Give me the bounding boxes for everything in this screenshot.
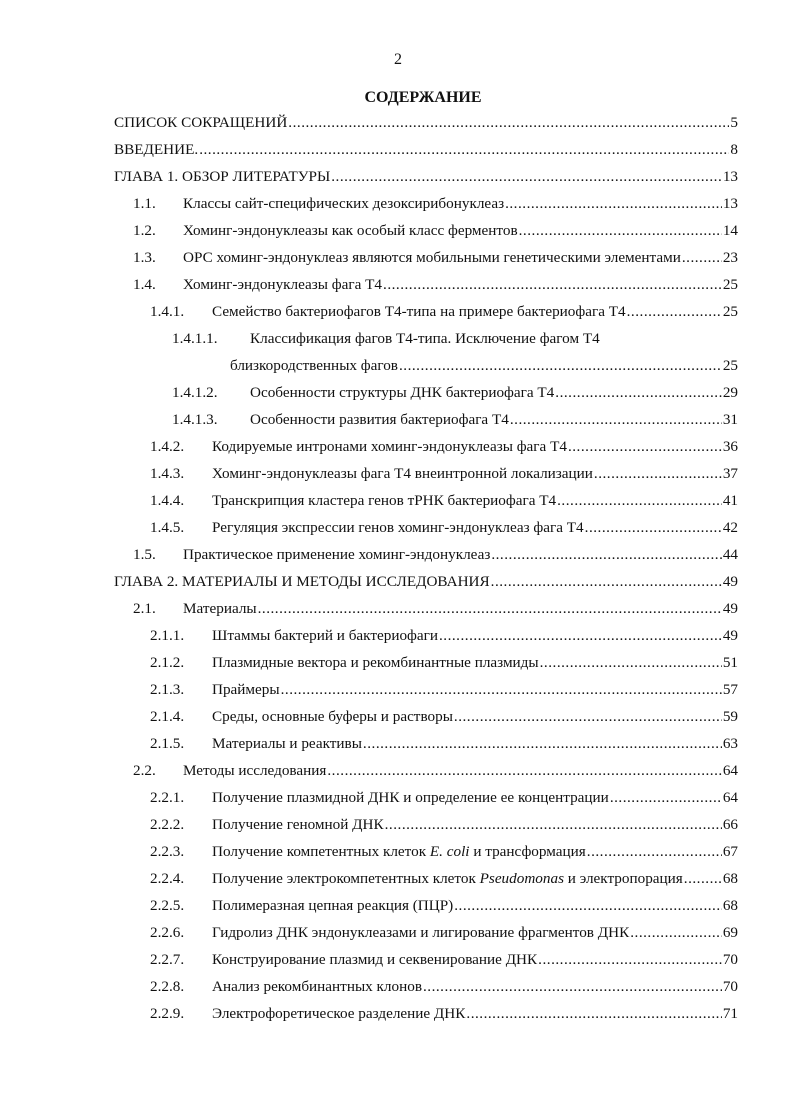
toc-entry-number: 1.4.1.1. [172, 330, 218, 347]
toc-leader-dots [288, 114, 729, 132]
toc-page-number: 25 [722, 303, 738, 320]
toc-leader-dots [385, 816, 722, 834]
toc-leader-dots [557, 492, 722, 510]
toc-page-number: 64 [722, 789, 738, 806]
page-number: 2 [394, 51, 402, 68]
toc-entry [150, 519, 738, 543]
toc-entry-number: 1.1. [133, 195, 156, 212]
toc-leader-dots [363, 735, 722, 753]
toc-entry [133, 222, 738, 246]
toc-entry-number: 2.1.3. [150, 681, 185, 698]
toc-page-number: 68 [722, 870, 738, 887]
toc-entry-title: Получение компетентных клеток E. coli и трансформация [212, 843, 586, 860]
toc-entry-title: Регуляция экспрессии генов хоминг-эндонуклеаз фага Т4 [212, 519, 584, 536]
toc-leader-dots [454, 897, 722, 915]
toc-page-number: 49 [722, 627, 738, 644]
toc-entry-number: 1.4.4. [150, 492, 185, 509]
toc-page-number: 59 [722, 708, 738, 725]
toc-entry [133, 195, 738, 219]
toc-entry-title: близкородственных фагов [230, 357, 398, 374]
toc-entry [150, 951, 738, 975]
toc-entry-title: ОРС хоминг-эндонуклеаз являются мобильными генетическими элементами [183, 249, 681, 266]
toc-entry-title: СПИСОК СОКРАЩЕНИЙ [114, 114, 288, 131]
toc-entry-title: Получение геномной ДНК [212, 816, 384, 833]
toc-entry-number: 2.1.4. [150, 708, 185, 725]
toc-entry-title: Получение плазмидной ДНК и определение ее концентрации [212, 789, 609, 806]
toc-entry-number: 2.2.5. [150, 897, 185, 914]
toc-entry-title: Получение электрокомпетентных клеток Pseudomonas и электропорация [212, 870, 683, 887]
toc-entry-continuation [230, 357, 738, 381]
toc-entry-number: 2.1.2. [150, 654, 185, 671]
toc-leader-dots [594, 465, 722, 483]
toc-entry [150, 654, 738, 678]
toc-entry-number: 1.3. [133, 249, 156, 266]
toc-leader-dots [327, 762, 721, 780]
toc-entry-title: Полимеразная цепная реакция (ПЦР) [212, 897, 454, 914]
toc-entry [133, 762, 738, 786]
toc-entry-title: Гидролиз ДНК эндонуклеазами и лигирование фрагментов ДНК [212, 924, 630, 941]
toc-leader-dots [510, 411, 722, 429]
toc-leader-dots [454, 708, 722, 726]
toc-entry-title: Семейство бактериофагов Т4-типа на примере бактериофага Т4 [212, 303, 626, 320]
toc-entry-number: 2.1. [133, 600, 156, 617]
toc-entry-title: ВВЕДЕНИЕ. [114, 141, 199, 158]
toc-page-number: 37 [722, 465, 738, 482]
toc-entry-title: Среды, основные буферы и растворы [212, 708, 453, 725]
toc-page-number: 57 [722, 681, 738, 698]
toc-entry-number: 2.2.2. [150, 816, 185, 833]
toc-entry [150, 681, 738, 705]
toc-leader-dots [568, 438, 722, 456]
toc-entry [150, 708, 738, 732]
toc-entry [150, 492, 738, 516]
toc-page-number: 69 [722, 924, 738, 941]
toc-leader-dots [383, 276, 722, 294]
toc-leader-dots [491, 573, 722, 591]
toc-entry-number: 2.2.3. [150, 843, 185, 860]
toc-entry-title: ГЛАВА 1. ОБЗОР ЛИТЕРАТУРЫ [114, 168, 331, 185]
toc-page-number: 70 [722, 978, 738, 995]
toc-entry-title: Кодируемые интронами хоминг-эндонуклеазы фага Т4 [212, 438, 567, 455]
toc-page-number: 71 [722, 1005, 738, 1022]
toc-entry [150, 870, 738, 894]
toc-entry-number: 2.2.6. [150, 924, 185, 941]
toc-page-number: 49 [722, 573, 738, 590]
toc-entry [150, 789, 738, 813]
toc-page-number: 29 [722, 384, 738, 401]
toc-leader-dots [491, 546, 721, 564]
toc-leader-dots [540, 654, 722, 672]
toc-page-number: 8 [730, 141, 738, 158]
toc-entry-title: Материалы и реактивы [212, 735, 362, 752]
toc-entry-title: Транскрипция кластера генов тРНК бактериофага Т4 [212, 492, 557, 509]
toc-page-number: 41 [722, 492, 738, 509]
toc-leader-dots [439, 627, 722, 645]
toc-page-number: 25 [722, 357, 738, 374]
toc-entry [150, 465, 738, 489]
toc-entry-title: Штаммы бактерий и бактериофаги [212, 627, 438, 644]
toc-entry-number: 1.5. [133, 546, 156, 563]
toc-entry [172, 330, 738, 354]
toc-entry [150, 897, 738, 921]
toc-entry [133, 249, 738, 273]
toc-leader-dots [682, 249, 722, 267]
toc-leader-dots [585, 519, 722, 537]
toc-entry-number: 1.4.3. [150, 465, 185, 482]
toc-entry [150, 627, 738, 651]
toc-entry [150, 843, 738, 867]
toc-page-number: 66 [722, 816, 738, 833]
toc-page-number: 23 [722, 249, 738, 266]
toc-entry [133, 600, 738, 624]
toc-entry [114, 141, 738, 165]
toc-entry-number: 1.4.5. [150, 519, 185, 536]
toc-page-number: 36 [722, 438, 738, 455]
toc-entry-number: 2.1.1. [150, 627, 185, 644]
toc-leader-dots [538, 951, 722, 969]
toc-entry [114, 573, 738, 597]
toc-entry-number: 2.2.7. [150, 951, 185, 968]
toc-page-number: 42 [722, 519, 738, 536]
toc-entry-title: Электрофоретическое разделение ДНК [212, 1005, 466, 1022]
toc-entry [133, 546, 738, 570]
toc-leader-dots [423, 978, 722, 996]
toc-entry-number: 1.4.2. [150, 438, 185, 455]
toc-page-number: 64 [722, 762, 738, 779]
toc-entry [150, 816, 738, 840]
toc-entry [114, 168, 738, 192]
toc-entry-title: Плазмидные вектора и рекомбинантные плазмиды [212, 654, 539, 671]
toc-leader-dots [555, 384, 722, 402]
toc-page-number: 49 [722, 600, 738, 617]
toc-page-number: 25 [722, 276, 738, 293]
toc-entry [150, 438, 738, 462]
toc-entry-title: Анализ рекомбинантных клонов [212, 978, 422, 995]
toc-entry-number: 2.2.1. [150, 789, 185, 806]
toc-entry-title: ГЛАВА 2. МАТЕРИАЛЫ И МЕТОДЫ ИССЛЕДОВАНИЯ [114, 573, 490, 590]
toc-leader-dots [587, 843, 722, 861]
toc-entry-number: 1.4.1.3. [172, 411, 218, 428]
toc-entry [150, 303, 738, 327]
toc-leader-dots [399, 357, 722, 375]
toc-entry [150, 1005, 738, 1029]
toc-entry [172, 384, 738, 408]
toc-leader-dots [258, 600, 722, 618]
toc-entry-title: Хоминг-эндонуклеазы фага Т4 внеинтронной локализации [212, 465, 593, 482]
toc-entry-title: Практическое применение хоминг-эндонуклеаз [183, 546, 491, 563]
toc-entry-number: 1.4.1. [150, 303, 185, 320]
toc-entry-number: 2.1.5. [150, 735, 185, 752]
toc-entry-title: Классы сайт-специфических дезоксирибонуклеаз [183, 195, 505, 212]
toc-entry [150, 924, 738, 948]
toc-entry-title: Хоминг-эндонуклеазы как особый класс ферментов [183, 222, 518, 239]
toc-leader-dots [684, 870, 722, 888]
toc-entry-number: 2.2.4. [150, 870, 185, 887]
toc-leader-dots [466, 1005, 721, 1023]
toc-entry-number: 1.4.1.2. [172, 384, 218, 401]
toc-entry-title: Материалы [183, 600, 257, 617]
toc-entry-number: 2.2.9. [150, 1005, 185, 1022]
toc-entry [172, 411, 738, 435]
toc-page-number: 63 [722, 735, 738, 752]
toc-page-number: 14 [722, 222, 738, 239]
toc-leader-dots [630, 924, 722, 942]
toc-leader-dots [199, 141, 729, 159]
toc-entry-number: 2.2.8. [150, 978, 185, 995]
toc-entry-title: Методы исследования [183, 762, 327, 779]
toc-entry-title: Праймеры [212, 681, 280, 698]
toc-entry-number: 2.2. [133, 762, 156, 779]
toc-heading: СОДЕРЖАНИЕ [364, 89, 482, 106]
toc-entry-number: 1.2. [133, 222, 156, 239]
toc-page-number: 44 [722, 546, 738, 563]
toc-leader-dots [281, 681, 722, 699]
toc-leader-dots [505, 195, 722, 213]
toc-leader-dots [627, 303, 722, 321]
toc-entry [150, 978, 738, 1002]
toc-page-number: 70 [722, 951, 738, 968]
toc-entry [150, 735, 738, 759]
toc-entry-number: 1.4. [133, 276, 156, 293]
toc-page-number: 68 [722, 897, 738, 914]
toc-entry-title: Классификация фагов Т4-типа. Исключение фагом Т4 [250, 330, 600, 347]
toc-leader-dots [610, 789, 722, 807]
toc-leader-dots [519, 222, 722, 240]
toc-entry-title: Особенности структуры ДНК бактериофага Т4 [250, 384, 555, 401]
toc-entry [114, 114, 738, 138]
toc-leader-dots [331, 168, 722, 186]
toc-page-number: 5 [730, 114, 738, 131]
toc-entry-title: Особенности развития бактериофага Т4 [250, 411, 509, 428]
toc-page-number: 13 [722, 168, 738, 185]
toc-page-number: 67 [722, 843, 738, 860]
toc-entry [133, 276, 738, 300]
toc-page-number: 13 [722, 195, 738, 212]
toc-page-number: 31 [722, 411, 738, 428]
toc-entry-title: Конструирование плазмид и секвенирование ДНК [212, 951, 538, 968]
toc-entry-title: Хоминг-эндонуклеазы фага Т4 [183, 276, 383, 293]
toc-page-number: 51 [722, 654, 738, 671]
